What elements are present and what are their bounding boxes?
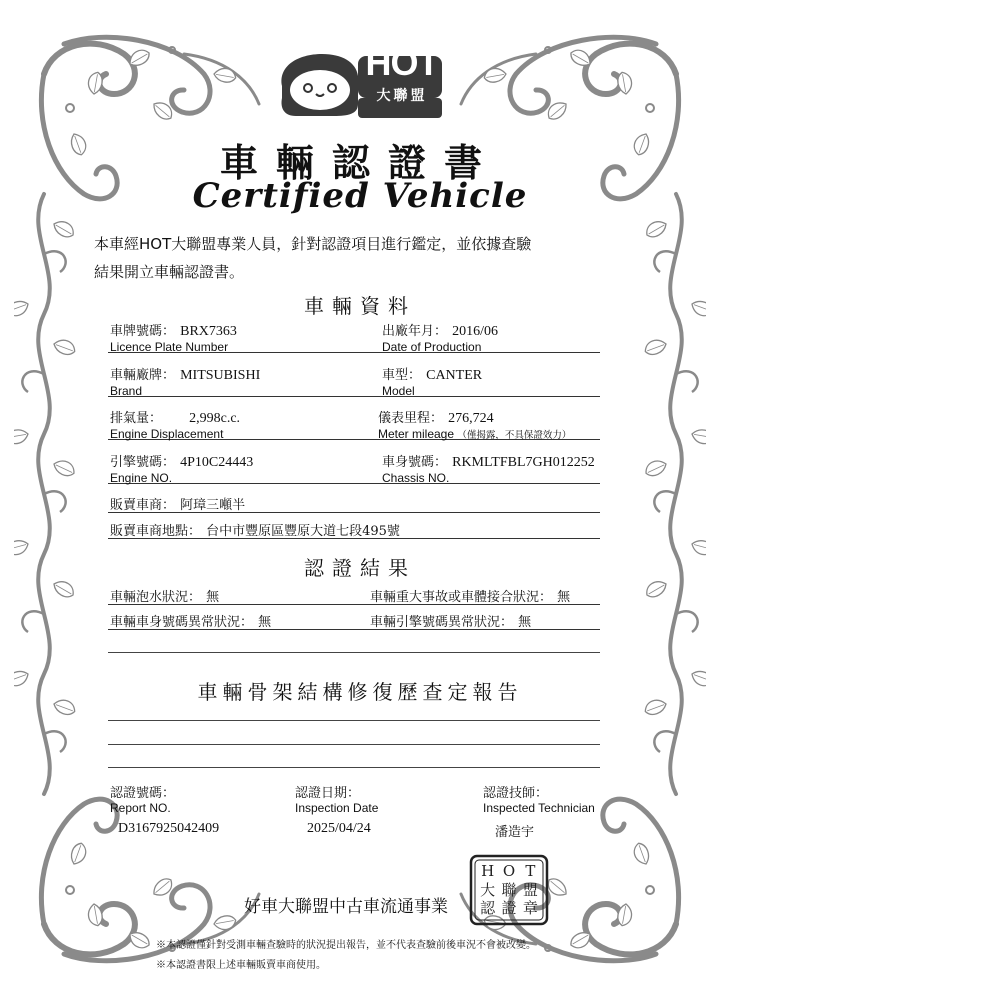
inspection-date-label-en: Inspection Date [295,801,379,815]
mileage-label-en-row [378,427,571,441]
flood-value: 無 [206,590,220,605]
seal-char: O [502,862,516,880]
logo-sub-text: 大聯盟 [376,88,428,104]
chassis-abnormal-value: 無 [258,615,272,630]
model-label-en: Model [382,384,415,398]
production-label-en: Date of Production [382,340,482,354]
intro-line-1: 本車經HOT大聯盟專業人員，針對認證項目進行鑑定，並依據查驗 [94,235,532,253]
row-displacement-mileage [108,407,600,440]
row-flood-accident [108,586,600,605]
technician-label-zh: 認證技師： [483,786,549,801]
displacement-label-zh: 排氣量： [110,411,163,426]
hot-seal-stamp [469,854,549,926]
plate-label-en: Licence Plate Number [110,340,229,354]
model-value: CANTER [426,368,483,383]
dealer-label: 販賣車商： [110,498,176,513]
chassis-abnormal-field [110,611,271,630]
blank-line [108,767,600,768]
title-english: Certified Vehicle [192,176,528,216]
row-dealer [108,494,600,513]
seal-char: 大 [480,880,496,899]
mileage-label-en: Meter mileage [378,427,455,441]
technician-field [483,782,595,840]
production-field [382,320,498,354]
results-heading: 認證結果 [304,556,416,580]
certificate [14,14,706,984]
plate-value: BRX7363 [180,324,237,339]
displacement-label-en: Engine Displacement [110,427,224,441]
dealer-address-field [110,520,400,539]
dealer-address-label: 販賣車商地點： [110,524,202,539]
chassis-no-field [382,451,595,485]
chassis-abnormal-label: 車輛車身號碼異常狀況： [110,615,254,630]
mileage-disclaimer: （僅揭露，不具保證效力） [457,430,572,441]
vehicle-info-heading: 車輛資料 [304,294,416,318]
report-no-field [110,782,219,837]
dealer-field [110,494,245,513]
blank-line [108,720,600,721]
disclaimer-note-2: ※本認證書限上述車輛販賣車商使用。 [156,960,326,971]
inspection-date-value: 2025/04/24 [307,821,371,836]
brand-label-zh: 車輛廠牌： [110,368,176,383]
dealer-address-value: 台中市豐原區豐原大道七段495號 [206,524,400,539]
production-label-zh: 出廠年月： [382,324,448,339]
engine-no-field [110,451,253,485]
dealer-value: 阿璋三噸半 [180,498,246,513]
engine-no-label-zh: 引擎號碼： [110,455,176,470]
accident-value: 無 [557,590,571,605]
logo-brand-text: HOT [365,42,439,83]
flood-field [110,586,219,605]
seal-char: T [525,862,536,880]
seal-char: 聯 [501,880,517,899]
engine-abnormal-field [370,611,531,630]
engine-no-value: 4P10C24443 [180,455,254,470]
company-name: 好車大聯盟中古車流通事業 [244,897,448,917]
seal-characters [477,862,541,918]
production-value: 2016/06 [452,324,498,339]
blank-line [108,652,600,653]
seal-char: H [481,862,495,880]
report-no-label-en: Report NO. [110,801,171,815]
report-no-label-zh: 認證號碼： [110,786,176,801]
brand-field [110,364,260,398]
row-number-abnormal [108,611,600,630]
plate-field [110,320,237,354]
seal-char: 認 [480,899,496,918]
seal-char: 證 [501,899,517,918]
engine-abnormal-value: 無 [518,615,532,630]
displacement-field [110,407,240,441]
model-field [382,364,482,398]
row-brand-model [108,364,600,397]
seal-char: 章 [522,899,538,918]
chassis-no-label-zh: 車身號碼： [382,455,448,470]
inspection-date-field [295,782,378,837]
accident-field [370,586,570,605]
flood-label: 車輛泡水狀況： [110,590,202,605]
report-no-value: D3167925042409 [118,821,220,836]
engine-no-label-en: Engine NO. [110,471,173,485]
brand-label-en: Brand [110,384,143,398]
chassis-no-label-en: Chassis NO. [382,471,450,485]
row-dealer-address [108,520,600,539]
brand-value: MITSUBISHI [180,368,261,383]
inspection-date-label-zh: 認證日期： [295,786,361,801]
mileage-value: 276,724 [448,411,494,426]
frame-report-heading: 車輛骨架結構修復歷查定報告 [197,680,523,704]
title-chinese: 車輛認證書 [219,140,500,185]
model-label-zh: 車型： [382,368,422,383]
mileage-field [378,407,571,441]
seal-char: 盟 [522,880,538,899]
disclaimer-note-1: ※本認證僅針對受測車輛查驗時的狀況提出報告，並不代表查驗前後車況不會被改變。 [156,940,536,951]
engine-abnormal-label: 車輛引擎號碼異常狀況： [370,615,514,630]
row-engine-chassis [108,451,600,484]
technician-label-en: Inspected Technician [483,801,595,815]
technician-value: 潘造宇 [495,825,535,840]
displacement-value: 2,998c.c. [189,411,241,426]
chassis-no-value: RKMLTFBL7GH012252 [452,455,595,470]
blank-line [108,744,600,745]
row-plate-production [108,320,600,353]
mileage-label-zh: 儀表里程： [378,411,444,426]
plate-label-zh: 車牌號碼： [110,324,176,339]
accident-label: 車輛重大事故或車體接合狀況： [370,590,553,605]
intro-line-2: 結果開立車輛認證書。 [94,263,245,281]
intro-paragraph [94,230,634,286]
